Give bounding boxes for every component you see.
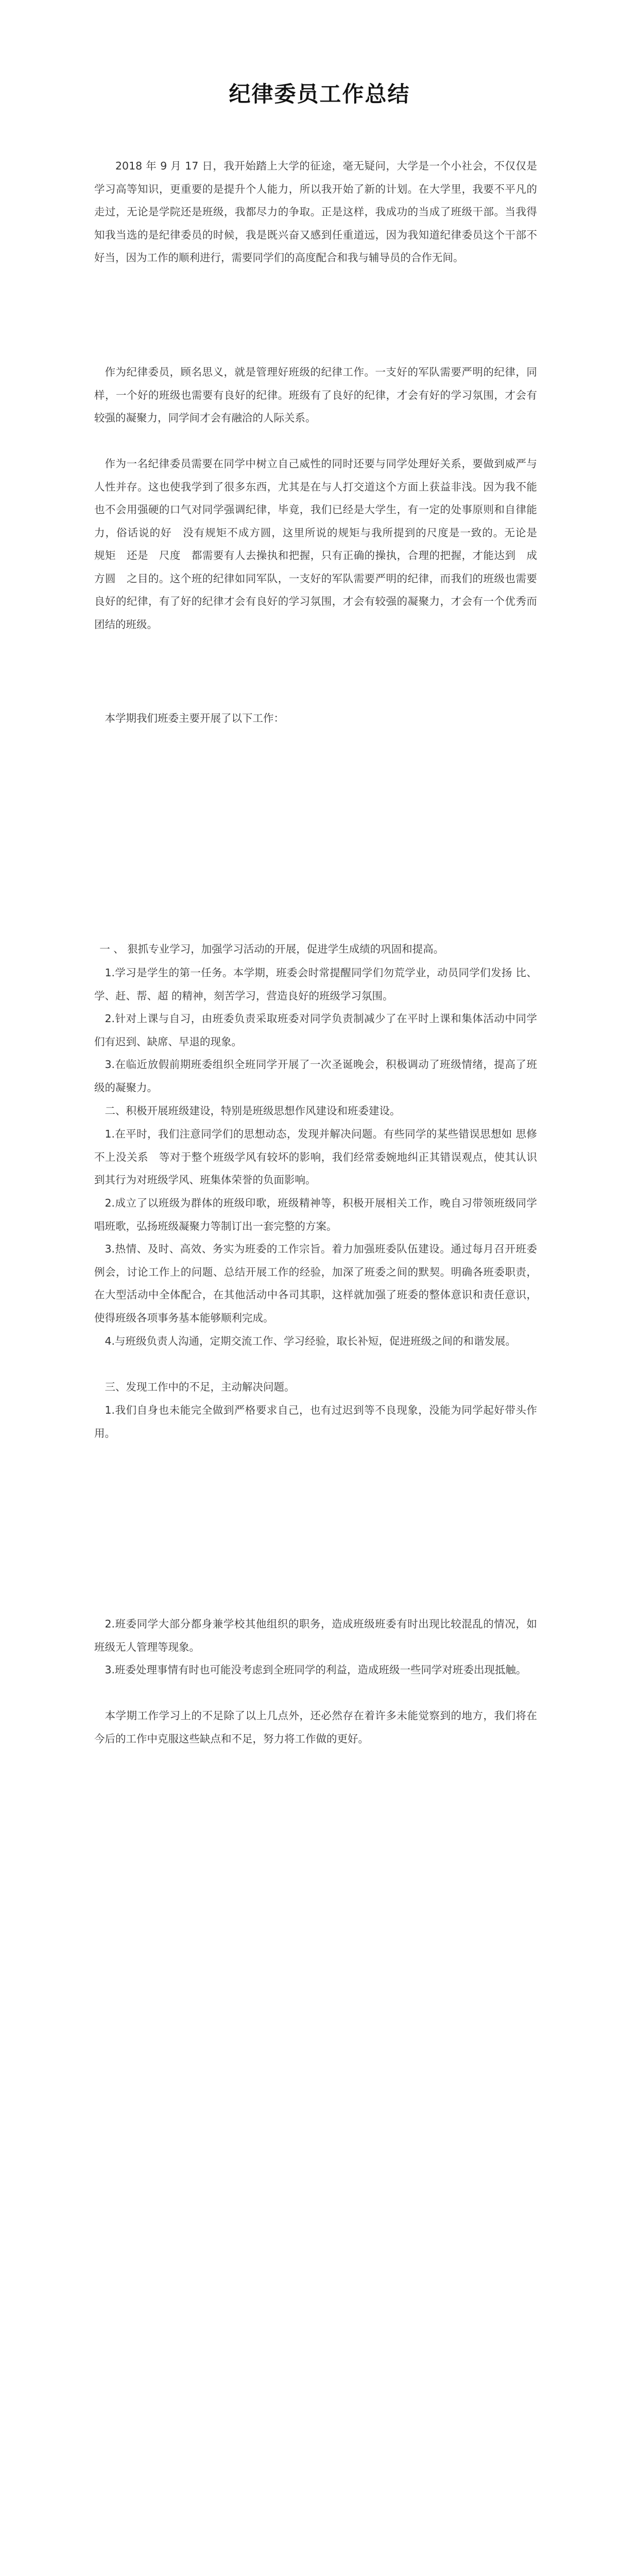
list-item-class-2: 2.成立了以班级为群体的班级印歌，班级精神等，积极开展相关工作，晚自习带领班级同学唱班歌，弘扬班级凝聚力等制订出一套完整的方案。 bbox=[94, 1197, 537, 1232]
list-item-study-2: 2.针对上课与自习，由班委负责采取班委对同学负责制减少了在平时上课和集体活动中同学们有迟到、缺席、早退的现象。 bbox=[94, 1012, 537, 1048]
list-item-short-2: 2.班委同学大部分都身兼学校其他组织的职务，造成班级班委有时出现比较混乱的情况，如班级无人管理等现象。 bbox=[94, 1618, 537, 1653]
list-item-short-1: 1.我们自身也未能完全做到严格要求自己，也有过迟到等不良现象，没能为同学起好带头作用。 bbox=[94, 1404, 537, 1439]
paragraph-role: 作为纪律委员，顾名思义，就是管理好班级的纪律工作。一支好的军队需要严明的纪律，同样，一个好的班级也需要有良好的纪律。班级有了良好的纪律，才会有好的学习氛围，才会有较强的凝聚力，同学间才会有融洽的人际关系。 bbox=[94, 366, 537, 424]
list-item-study-1: 1.学习是学生的第一任务。本学期，班委会时常提醒同学们勿荒学业，动员同学们发扬 比、学、赶、帮、超 的精神，刻苦学习，营造良好的班级学习氛围。 bbox=[94, 967, 537, 1002]
list-item-study-3: 3.在临近放假前期班委组织全班同学开展了一次圣诞晚会，积极调动了班级情绪，提高了班级的凝聚力。 bbox=[94, 1058, 537, 1094]
list-item-short-3: 3.班委处理事情有时也可能没考虑到全班同学的利益，造成班级一些同学对班委出现抵触。 bbox=[105, 1664, 527, 1676]
list-item-class-4: 4.与班级负责人沟通，定期交流工作、学习经验，取长补短，促进班级之间的和谐发展。 bbox=[105, 1335, 516, 1347]
heading-shortcomings: 三、发现工作中的不足，主动解决问题。 bbox=[105, 1381, 295, 1393]
list-item-class-1: 1.在平时，我们注意同学们的思想动态，发现并解决问题。有些同学的某些错误思想如 思修不上没关系 等对于整个班级学风有较坏的影响，我们经常委婉地纠正其错误观点，使其认识到其行为对班级学风、班集体荣誉的负面影响。 bbox=[94, 1128, 537, 1186]
paragraph-experience: 作为一名纪律委员需要在同学中树立自己威性的同时还要与同学处理好关系，要做到威严与人性并存。这也使我学到了很多东西，尤其是在与人打交道这个方面上获益非浅。因为我不能也不会用强硬的口气对同学强调纪律，毕竟，我们已经是大学生，有一定的处事原则和自律能力，俗话说的好 没有规矩不成方圆，这里所说的规矩与我所提到的尺度是一致的。无论是 规矩 还是 尺度 都需要有人去操执和把握，只有正确的操执，合理的把握，才能达到 成方圆 之目的。这个班的纪律如同军队，一支好的军队需要严明的纪律，而我们的班级也需要良好的纪律，有了好的纪律才会有良好的学习氛围，才会有较强的凝聚力，才会有一个优秀而团结的班级。 bbox=[94, 457, 548, 631]
paragraph-work-intro: 本学期我们班委主要开展了以下工作： bbox=[105, 712, 284, 724]
heading-class-building: 二、积极开展班级建设，特别是班级思想作风建设和班委建设。 bbox=[105, 1105, 401, 1117]
paragraph-conclusion: 本学期工作学习上的不足除了以上几点外，还必然存在着许多未能觉察到的地方，我们将在今后的工作中克服这些缺点和不足，努力将工作做的更好。 bbox=[94, 1709, 537, 1745]
page-title: 纪律委员工作总结 bbox=[229, 81, 410, 107]
list-item-class-3: 3.热情、及时、高效、务实为班委的工作宗旨。着力加强班委队伍建设。通过每月召开班委例会，讨论工作上的问题、总结开展工作的经验，加深了班委之间的默契。明确各班委职责，在大型活动中全体配合，在其他活动中各司其职，这样就加强了班委的整体意识和责任意识，使得班级各项事务基本能够顺利完成。 bbox=[94, 1243, 537, 1324]
heading-study: 一 、 狠抓专业学习，加强学习活动的开展，促进学生成绩的巩固和提高。 bbox=[99, 943, 444, 955]
paragraph-intro: 2018 年 9 月 17 日，我开始踏上大学的征途，毫无疑问，大学是一个小社会，不仅仅是学习高等知识，更重要的是提升个人能力，所以我开始了新的计划。在大学里，我要不平凡的走过，无论是学院还是班级，我都尽力的争取。正是这样，我成功的当成了班级干部。当我得知我当选的是纪律委员的时候，我是既兴奋又感到任重道远，因为我知道纪律委员这个干部不好当，因为工作的顺利进行，需要同学们的高度配合和我与辅导员的合作无间。 bbox=[94, 160, 537, 264]
